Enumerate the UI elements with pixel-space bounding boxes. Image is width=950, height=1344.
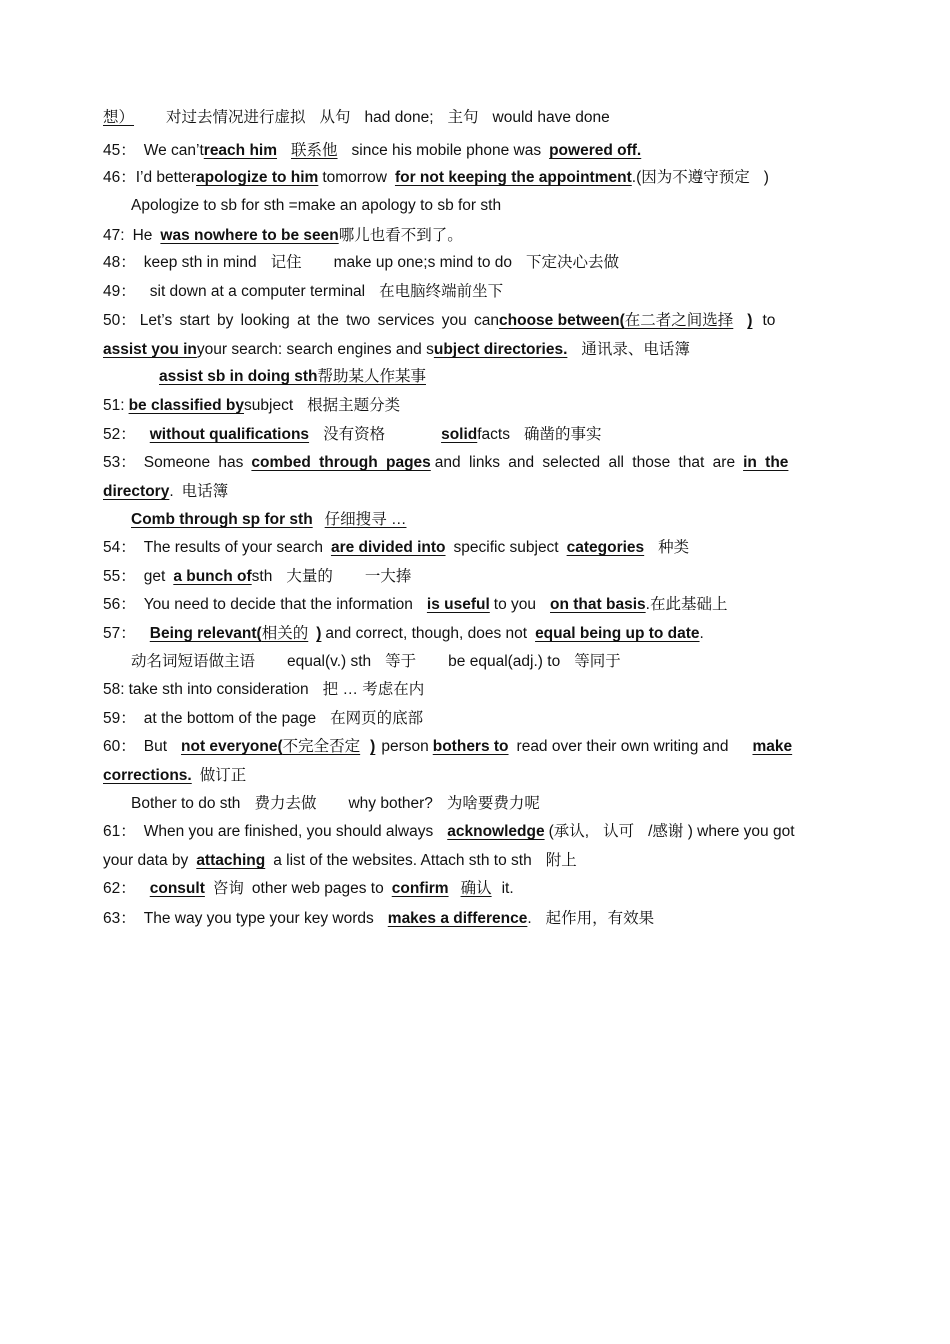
translation: 没有资格 [323, 426, 386, 443]
key-phrase: Comb through sp for sth [131, 511, 313, 528]
line-51 [103, 396, 848, 416]
text-segment: The results of your search [143, 539, 323, 556]
line-53-cont [103, 482, 848, 502]
line-53 [103, 453, 848, 473]
translation: 在电脑终端前坐下 [379, 283, 504, 300]
text-segment: and correct, though, does not [325, 625, 528, 642]
text-segment: tomorrow [322, 169, 387, 186]
text-segment: why bother? [348, 795, 433, 812]
key-phrase: assist sb in doing sth [159, 368, 318, 385]
text-segment: sth [251, 568, 273, 585]
translation: 通讯录、电话簿 [581, 341, 690, 358]
translation: 咨询 [212, 880, 244, 897]
text-segment: When you are finished, you should always [143, 823, 434, 840]
line-56 [103, 595, 848, 615]
text-segment: make up one;s mind to do [333, 254, 512, 271]
key-phrase: ) [370, 738, 376, 755]
item-number: 54： [103, 539, 136, 556]
text-segment: your search: search engines and s [196, 341, 434, 358]
line-50 [103, 311, 848, 331]
key-phrase: ) [316, 625, 322, 642]
key-phrase: Being relevant( [149, 625, 262, 642]
text-segment: I’d better [135, 169, 197, 186]
text-segment: Bother to do sth [131, 795, 241, 812]
text-segment: Someone has [143, 454, 244, 471]
key-phrase: makes a difference [387, 910, 528, 927]
key-phrase: confirm [391, 880, 449, 897]
line-50-cont [103, 340, 848, 360]
line-47 [103, 226, 848, 246]
translation: 大量的 [286, 568, 333, 585]
key-phrase: ) [747, 312, 753, 329]
line-57 [103, 624, 848, 644]
text-segment: since his mobile phone was [351, 142, 542, 159]
text-segment: .(因为不遵守预定 [631, 169, 750, 186]
text-segment: . [527, 910, 532, 927]
translation: 认可 [603, 823, 635, 840]
text-segment: person [381, 738, 429, 755]
text-segment: We can’t [143, 142, 204, 159]
item-number: 61： [103, 823, 136, 840]
translation: 做订正 [199, 767, 247, 784]
key-phrase: are divided into [330, 539, 446, 556]
text-segment: at the bottom of the page [143, 710, 317, 727]
translation: 在二者之间选择 [624, 312, 734, 329]
line-60-cont [103, 766, 848, 786]
key-phrase: a bunch of [173, 568, 252, 585]
key-phrase: bothers to [432, 738, 509, 755]
line-52 [103, 425, 848, 445]
item-number: 48： [103, 254, 136, 271]
key-phrase: powered off. [549, 142, 642, 159]
item-number: 53： [103, 454, 136, 471]
translation: 把 … 考虑在内 [322, 681, 425, 698]
line-59 [103, 709, 848, 729]
item-number: 63： [103, 910, 136, 927]
translation: 动名词短语做主语 [131, 653, 256, 670]
item-number: 49： [103, 283, 136, 300]
translation: 费力去做 [254, 795, 317, 812]
text-segment: and links and selected all those that are [434, 454, 736, 471]
translation: 确凿的事实 [523, 426, 602, 443]
item-number: 50： [103, 312, 136, 329]
line-48 [103, 253, 848, 273]
text-segment: Apologize to sb for sth =make an apology to sb for sth [131, 197, 502, 214]
text-segment: specific subject [453, 539, 559, 556]
line-55 [103, 567, 848, 587]
translation: 电话簿 [181, 483, 229, 500]
translation: 联系他 [291, 142, 338, 159]
text-segment: your data by [103, 852, 189, 869]
translation: 种类 [658, 539, 690, 556]
text-segment: ) [763, 169, 769, 186]
key-phrase: is useful [426, 596, 490, 613]
line-58 [103, 680, 848, 700]
translation: 记住 [270, 254, 302, 271]
line-61-cont [103, 851, 848, 871]
text-segment: be equal(adj.) to [448, 653, 561, 670]
item-number: 59： [103, 710, 136, 727]
key-phrase: solid [441, 426, 478, 443]
translation: 仔细搜寻 … [324, 511, 407, 528]
line-49 [103, 282, 848, 302]
translation: 哪儿也看不到了。 [338, 227, 463, 244]
translation: 相关的 [261, 625, 309, 642]
key-phrase: consult [149, 880, 205, 897]
text-segment: equal(v.) sth [287, 653, 372, 670]
text-segment: sit down at a computer terminal [149, 283, 366, 300]
translation: (承认, [548, 823, 590, 840]
item-number: 45： [103, 142, 136, 159]
translation: /感谢 ) where you got [648, 823, 795, 840]
item-number: 56： [103, 596, 136, 613]
text-segment: He [132, 227, 153, 244]
line-63 [103, 909, 848, 929]
item-number: 46： [103, 169, 136, 186]
line-continuation [103, 108, 848, 128]
translation: 下定决心去做 [526, 254, 620, 271]
item-number: 60： [103, 738, 136, 755]
item-number: 57： [103, 625, 136, 642]
text-segment: a list of the websites. Attach sth to sth [273, 852, 532, 869]
translation: 附上 [545, 852, 577, 869]
key-phrase: choose between( [499, 312, 625, 329]
line-60 [103, 737, 848, 757]
text-segment: 想） [103, 109, 135, 126]
translation: 起作用，有效果 [545, 910, 655, 927]
text-segment: The way you type your key words [143, 910, 374, 927]
text-segment: keep sth in mind [143, 254, 257, 271]
text-segment: 对过去情况进行虚拟 [166, 109, 306, 126]
translation: 确认 [460, 880, 492, 897]
translation: .在此基础上 [645, 596, 728, 613]
translation: 根据主题分类 [307, 397, 401, 414]
item-number: 52： [103, 426, 136, 443]
line-62 [103, 879, 848, 899]
key-phrase: without qualifications [149, 426, 310, 443]
text-segment: facts [477, 426, 510, 443]
key-phrase: corrections. [103, 767, 192, 784]
key-phrase: apologize to him [196, 169, 319, 186]
key-phrase: categories [566, 539, 645, 556]
key-phrase: combed through pages [251, 454, 431, 471]
key-phrase: in the [743, 454, 789, 471]
translation: 不完全否定 [282, 738, 361, 755]
text-segment: get [143, 568, 166, 585]
translation: 帮助某人作某事 [317, 368, 426, 385]
translation: 等同于 [574, 653, 621, 670]
line-60-note [131, 794, 876, 814]
key-phrase: equal being up to date [535, 625, 700, 642]
text-segment: . [699, 625, 704, 642]
key-phrase: was nowhere to be seen [160, 227, 339, 244]
text-segment: . [169, 483, 174, 500]
item-number: 58: [103, 681, 125, 698]
item-number: 62： [103, 880, 136, 897]
text-segment: 从句 [319, 109, 351, 126]
line-61 [103, 822, 848, 842]
line-57-note [131, 652, 876, 672]
key-phrase: for not keeping the appointment [394, 169, 632, 186]
key-phrase: reach him [203, 142, 278, 159]
line-45 [103, 141, 848, 161]
text-segment: other web pages to [251, 880, 384, 897]
line-53-note [131, 510, 876, 530]
text-segment: But [143, 738, 168, 755]
key-phrase: assist you in [103, 341, 197, 358]
key-phrase: ubject directories. [433, 341, 568, 358]
line-46 [103, 168, 848, 188]
key-phrase: attaching [196, 852, 266, 869]
key-phrase: acknowledge [447, 823, 545, 840]
translation: 为啥要费力呢 [446, 795, 540, 812]
text-segment: take sth into consideration [128, 681, 309, 698]
translation: 在网页的底部 [330, 710, 424, 727]
key-phrase: on that basis [550, 596, 646, 613]
key-phrase: not everyone( [181, 738, 283, 755]
translation: 一大捧 [364, 568, 412, 585]
key-phrase: be classified by [128, 397, 245, 414]
key-phrase: make [752, 738, 793, 755]
item-number: 55： [103, 568, 136, 585]
item-number: 51: [103, 397, 125, 414]
text-segment: to [762, 312, 776, 329]
line-46-note [131, 196, 876, 216]
translation: 等于 [385, 653, 417, 670]
text-segment: You need to decide that the information [143, 596, 413, 613]
key-phrase: directory [103, 483, 170, 500]
text-segment: to you [493, 596, 537, 613]
text-segment: 主句 [447, 109, 479, 126]
item-number: 47: [103, 227, 125, 244]
line-54 [103, 538, 848, 558]
line-50-note [151, 367, 896, 387]
text-segment: had done; [364, 109, 434, 126]
text-segment: would have done [492, 109, 610, 126]
text-segment: subject [244, 397, 294, 414]
text-segment: Let’s start by looking at the two services you can [139, 312, 500, 329]
text-segment: it. [501, 880, 514, 897]
text-segment: read over their own writing and [516, 738, 729, 755]
